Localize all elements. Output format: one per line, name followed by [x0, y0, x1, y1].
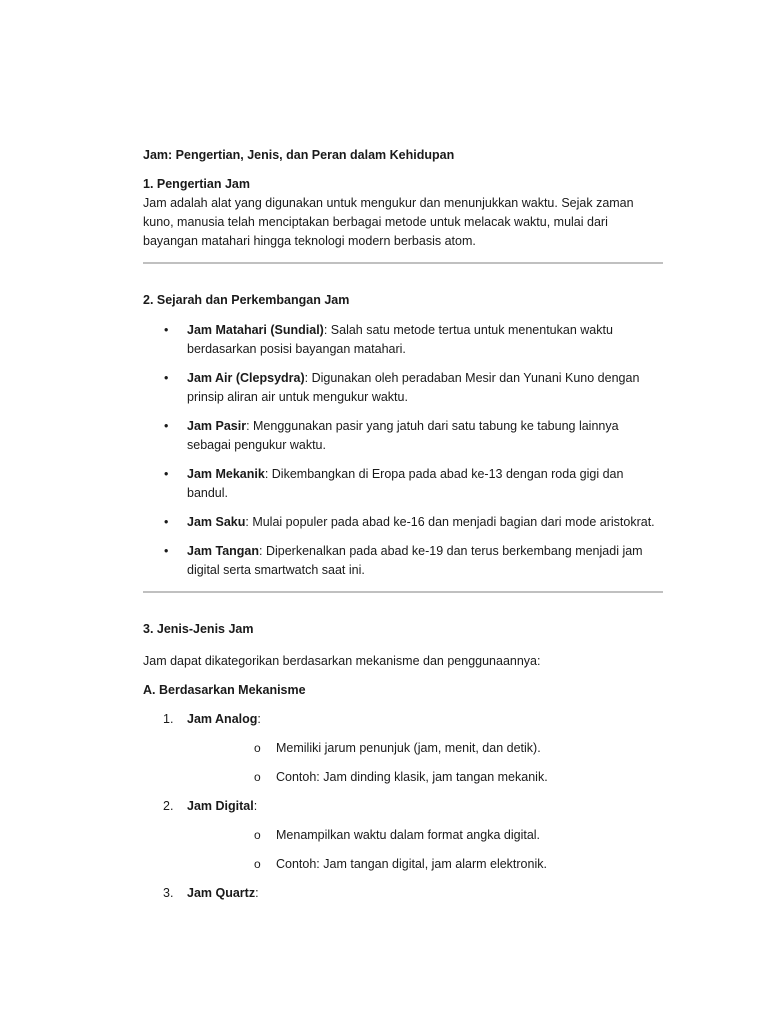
- bullet-icon: •: [164, 323, 169, 337]
- item-desc: : Mulai populer pada abad ke-16 dan menjadi bagian dari mode aristokrat.: [245, 515, 655, 529]
- bullet-icon: •: [164, 544, 169, 558]
- item-suffix: :: [253, 799, 258, 813]
- bullet-icon: •: [164, 419, 169, 433]
- sub-list: [187, 739, 663, 787]
- history-list: [143, 321, 663, 580]
- divider: [143, 262, 663, 264]
- bullet-icon: •: [164, 467, 169, 481]
- sub-item-text: Memiliki jarum penunjuk (jam, menit, dan detik).: [276, 741, 541, 755]
- sub-list: [187, 826, 663, 874]
- item-term: Jam Tangan: [187, 544, 260, 558]
- item-term: Jam Air (Clepsydra): [187, 371, 305, 385]
- list-item: [143, 797, 663, 874]
- section1-heading: 1. Pengertian Jam: [143, 177, 250, 191]
- item-desc: : Digunakan oleh peradaban Mesir dan Yunani Kuno dengan prinsip aliran air untuk mengukur waktu.: [187, 371, 640, 404]
- divider: [143, 591, 663, 593]
- bullet-icon: •: [164, 515, 169, 529]
- document-content: [143, 146, 663, 913]
- list-item: [143, 369, 663, 407]
- sub-list-item: [187, 739, 663, 758]
- item-term: Jam Mekanik: [187, 467, 265, 481]
- item-suffix: :: [255, 886, 259, 900]
- mechanism-list: [143, 710, 663, 903]
- sub-list-item: [187, 855, 663, 874]
- item-desc: : Menggunakan pasir yang jatuh dari satu tabung ke tabung lainnya sebagai pengukur waktu.: [187, 419, 619, 452]
- sub-item-text: Menampilkan waktu dalam format angka digital.: [276, 828, 541, 842]
- item-term: Jam Saku: [187, 515, 246, 529]
- item-desc: : Dikembangkan di Eropa pada abad ke-13 dengan roda gigi dan bandul.: [187, 467, 624, 500]
- section3-heading: 3. Jenis-Jenis Jam: [143, 622, 254, 636]
- sub-list-item: [187, 826, 663, 845]
- list-item: [143, 465, 663, 503]
- list-item: [143, 710, 663, 787]
- list-item: [143, 542, 663, 580]
- list-item: [143, 417, 663, 455]
- item-number: 3.: [163, 886, 174, 900]
- document-title: Jam: Pengertian, Jenis, dan Peran dalam Kehidupan: [143, 148, 455, 162]
- item-term: Jam Pasir: [187, 419, 247, 433]
- item-number: 1.: [163, 712, 174, 726]
- sub-list-item: [187, 768, 663, 787]
- list-item: [143, 321, 663, 359]
- circle-bullet-icon: o: [254, 741, 261, 755]
- bullet-icon: •: [164, 371, 169, 385]
- item-term: Jam Analog: [187, 712, 258, 726]
- list-item: [143, 884, 663, 903]
- sub-item-text: Contoh: Jam dinding klasik, jam tangan mekanik.: [276, 770, 548, 784]
- section2-heading: 2. Sejarah dan Perkembangan Jam: [143, 293, 350, 307]
- item-suffix: :: [257, 712, 261, 726]
- circle-bullet-icon: o: [254, 828, 261, 842]
- section1-text: Jam adalah alat yang digunakan untuk mengukur dan menunjukkan waktu. Sejak zaman kuno, manusia telah menciptakan berbagai metode untuk melacak waktu, mulai dari bayangan matahari hingga teknologi modern berbasis atom.: [143, 196, 634, 248]
- item-desc: : Salah satu metode tertua untuk menentukan waktu berdasarkan posisi bayangan matahari.: [187, 323, 613, 356]
- section3-intro: Jam dapat dikategorikan berdasarkan mekanisme dan penggunaannya:: [143, 654, 541, 668]
- list-item: [143, 513, 663, 532]
- item-term: Jam Digital: [187, 799, 254, 813]
- item-desc: : Diperkenalkan pada abad ke-19 dan terus berkembang menjadi jam digital serta smartwatch saat ini.: [187, 544, 643, 577]
- item-number: 2.: [163, 799, 174, 813]
- sub-item-text: Contoh: Jam tangan digital, jam alarm elektronik.: [276, 857, 547, 871]
- subsection-heading: A. Berdasarkan Mekanisme: [143, 683, 306, 697]
- circle-bullet-icon: o: [254, 770, 261, 784]
- item-term: Jam Matahari (Sundial): [187, 323, 324, 337]
- item-term: Jam Quartz: [187, 886, 256, 900]
- circle-bullet-icon: o: [254, 857, 261, 871]
